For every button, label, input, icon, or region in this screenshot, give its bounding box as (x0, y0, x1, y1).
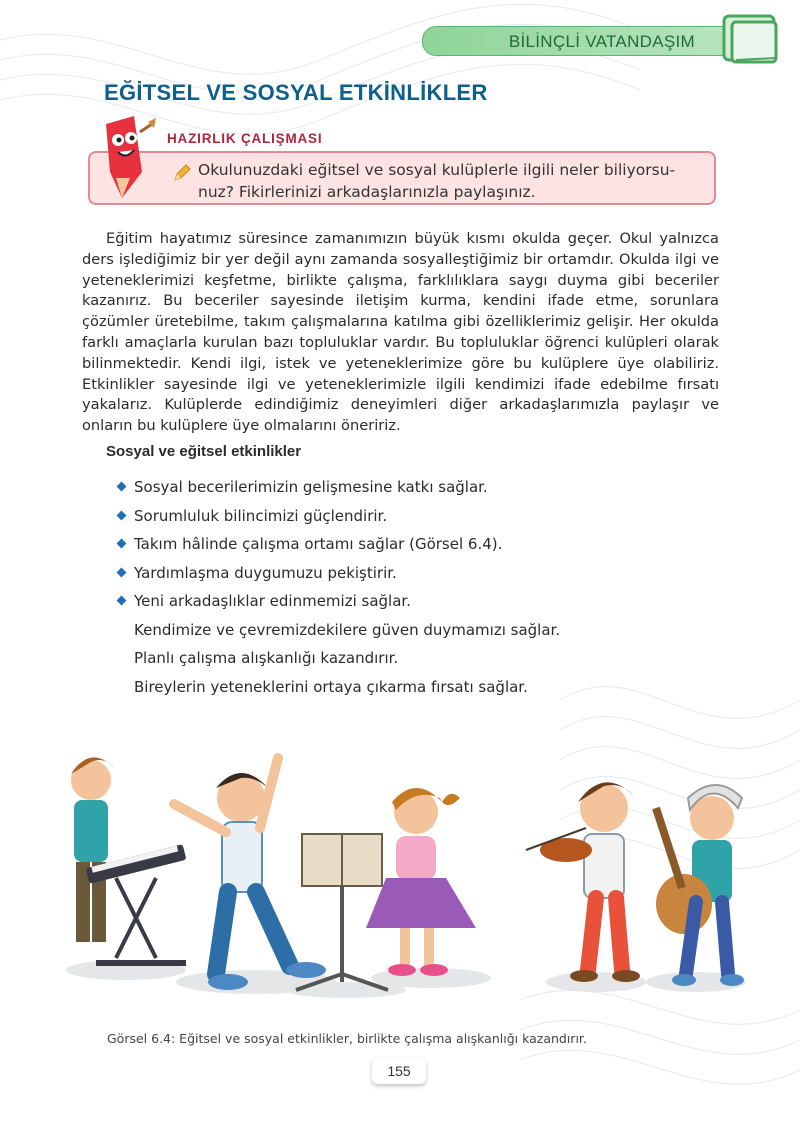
list-item-text: Bireylerin yeteneklerini ortaya çıkarma fırsatı sağlar. (134, 677, 528, 696)
list-item (118, 505, 678, 534)
list-item (118, 562, 678, 591)
activities-list (118, 476, 678, 704)
guitar-player (656, 785, 744, 986)
list-item-text: Planlı çalışma alışkanlığı kazandırır. (134, 649, 399, 667)
body-paragraph: Eğitim hayatımız süresince zamanımızın büyük kısmı okulda geçer. Okul yalnızca ders işlediğimiz bir yer değil aynı zamanda sosyalleştiğimiz bir ortamdır. Okulda ilgi ve yeteneklerimizi keşfetme, birlikte çalışma, farklılıklara saygı duyma gibi beceriler kazanırız. Bu beceriler sayesinde iletişim kurma, kendini ifade etme, sorunlara çözümler üretebilme, takım çalışmalarına katılma gibi özelliklerimiz gelişir. Her okulda farklı amaçlarla kurulan bazı topluluklar vardır. Bu topluluklar öğrenci kulüpleri olarak bilinmektedir. Kendi ilgi, istek ve yeteneklerimize göre bu kulüplere üye olabiliriz. Etkinlikler sayesinde ilgi ve yeteneklerimizle ilgili kendimizi ifade edebilme fırsatı yakalarız. Kulüplerde edindiğimiz deneyimleri diğer arkadaşlarımızla paylaşır ve onların bu kulüplere üye olmalarını öneririz. (82, 230, 719, 435)
page-number: 155 (372, 1058, 426, 1084)
pencil-mascot-icon (96, 112, 158, 202)
list-item (118, 533, 678, 562)
figure-caption: Görsel 6.4: Eğitsel ve sosyal etkinlikler, birlikte çalışma alışkanlığı kazandırır. (107, 1031, 587, 1046)
list-item-text: Kendimize ve çevremizdekilere güven duymamızı sağlar. (134, 620, 561, 639)
section-label: BİLİNÇLİ VATANDAŞIM (508, 32, 695, 51)
preparation-label: HAZIRLIK ÇALIŞMASI (167, 131, 323, 146)
list-item-text: Sorumluluk bilincimizi güçlendirir. (134, 506, 388, 525)
list-item-text: Yeni arkadaşlıklar edinmemizi sağlar. (134, 592, 411, 610)
children-activities-illustration (56, 738, 756, 1008)
diamond-bullet-icon (117, 510, 127, 520)
violin-player (526, 782, 640, 982)
list-item (118, 476, 678, 505)
book-icon (716, 10, 786, 66)
diamond-bullet-icon (117, 539, 127, 549)
list-item (118, 647, 678, 676)
list-item (118, 619, 678, 648)
keyboard-player (71, 757, 186, 966)
list-item-text: Takım hâlinde çalışma ortamı sağlar (Görsel 6.4). (134, 535, 503, 553)
diamond-bullet-icon (117, 596, 127, 606)
list-item-text: Sosyal becerilerimizin gelişmesine katkı sağlar. (134, 478, 488, 496)
diamond-bullet-icon (117, 567, 127, 577)
list-item (118, 676, 678, 705)
preparation-box (88, 151, 716, 205)
list-item-text: Yardımlaşma duygumuzu pekiştirir. (134, 563, 397, 582)
page-title: EĞİTSEL VE SOSYAL ETKİNLİKLER (104, 80, 488, 105)
list-subheading: Sosyal ve eğitsel etkinlikler (106, 443, 302, 460)
diamond-bullet-icon (117, 482, 127, 492)
list-item (118, 590, 678, 619)
preparation-question: Okulunuzdaki eğitsel ve sosyal kulüplerle ilgili neler biliyorsu-nuz? Fikirlerinizi arkadaşlarınızla paylaşınız. (198, 161, 676, 201)
pencil-icon (172, 163, 192, 183)
section-header-band (422, 26, 754, 56)
